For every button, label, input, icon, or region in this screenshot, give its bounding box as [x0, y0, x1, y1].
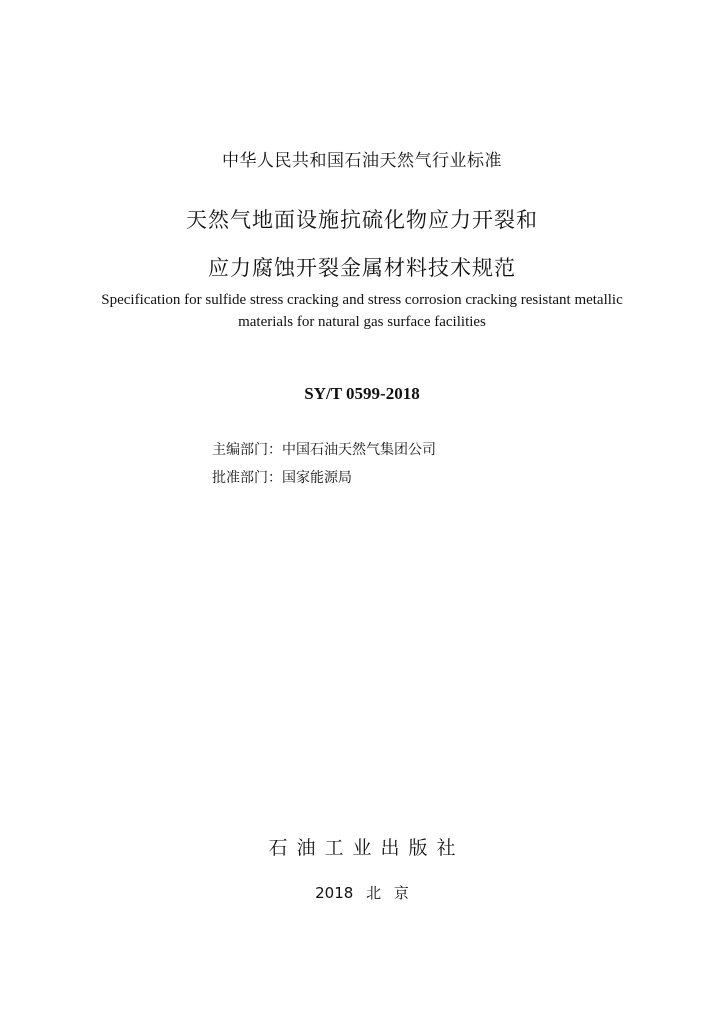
standard-type-header: 中华人民共和国石油天然气行业标准 [222, 151, 502, 171]
publisher-name: 石油工业出版社 [268, 837, 465, 859]
publication-place-year: 2018 北 京 [315, 884, 409, 902]
english-title-line-2: materials for natural gas surface facilities [238, 314, 486, 330]
title-line-2: 应力腐蚀开裂金属材料技术规范 [208, 256, 516, 280]
english-title-line-1: Specification for sulfide stress cracking and stress corrosion cracking resistant metallic [101, 292, 623, 308]
title-line-1: 天然气地面设施抗硫化物应力开裂和 [186, 208, 538, 232]
editor-department: 主编部门：中国石油天然气集团公司 [212, 442, 436, 458]
approver-department: 批准部门：国家能源局 [212, 470, 352, 486]
standard-code: SY/T 0599-2018 [304, 384, 420, 403]
